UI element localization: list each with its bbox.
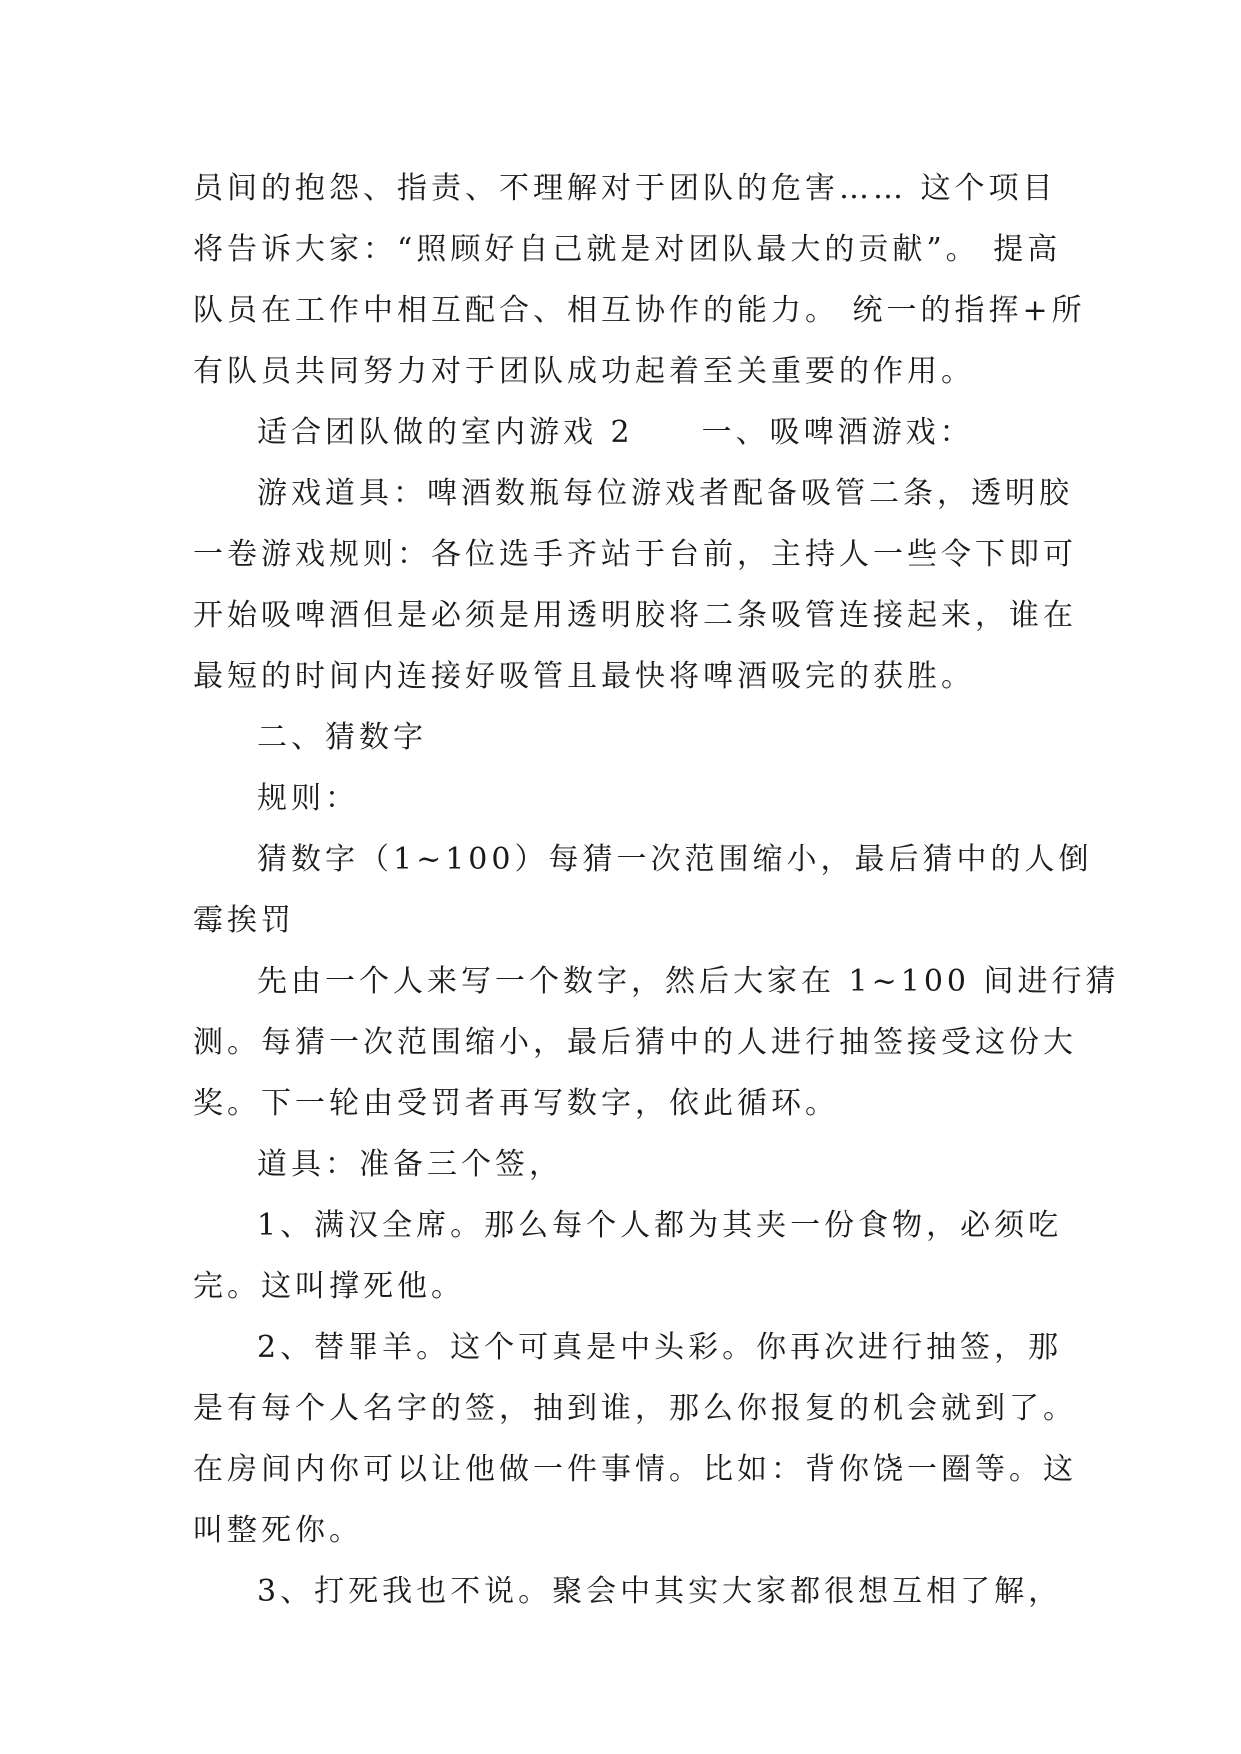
section-heading: 适合团队做的室内游戏 2 一、吸啤酒游戏： (257, 415, 974, 450)
text-line: 叫整死你。 (193, 1513, 363, 1548)
text-line: 完。这叫撑死他。 (193, 1269, 465, 1304)
text-line: 道具：准备三个签， (257, 1147, 563, 1182)
text-line: 测。每猜一次范围缩小，最后猜中的人进行抽签接受这份大 (193, 1025, 1077, 1060)
list-item: 1、满汉全席。那么每个人都为其夹一份食物，必须吃 (257, 1208, 1063, 1243)
text-line: 先由一个人来写一个数字，然后大家在 1~100 间进行猜 (257, 964, 1120, 999)
text-line: 将告诉大家：“照顾好自己就是对团队最大的贡献”。 提高 (193, 232, 1062, 267)
text-line: 在房间内你可以让他做一件事情。比如：背你饶一圈等。这 (193, 1452, 1077, 1487)
text-line: 规则： (257, 781, 359, 816)
text-line: 猜数字（1~100）每猜一次范围缩小，最后猜中的人倒 (257, 842, 1093, 877)
text-line: 员间的抱怨、指责、不理解对于团队的危害…… 这个项目 (193, 171, 1057, 206)
text-line: 游戏道具：啤酒数瓶每位游戏者配备吸管二条，透明胶 (257, 476, 1073, 511)
text-line: 霉挨罚 (193, 903, 295, 938)
text-line: 最短的时间内连接好吸管且最快将啤酒吸完的获胜。 (193, 659, 975, 694)
document-body (193, 158, 1120, 1622)
text-line: 开始吸啤酒但是必须是用透明胶将二条吸管连接起来，谁在 (193, 598, 1077, 633)
text-line: 一卷游戏规则：各位选手齐站于台前，主持人一些令下即可 (193, 537, 1077, 572)
text-line: 有队员共同努力对于团队成功起着至关重要的作用。 (193, 354, 975, 389)
list-item: 2、替罪羊。这个可真是中头彩。你再次进行抽签，那 (257, 1330, 1063, 1365)
text-line: 是有每个人名字的签，抽到谁，那么你报复的机会就到了。 (193, 1391, 1077, 1426)
section-heading: 二、猜数字 (257, 720, 427, 755)
text-line: 队员在工作中相互配合、相互协作的能力。 统一的指挥+所 (193, 293, 1086, 328)
text-line: 奖。下一轮由受罚者再写数字，依此循环。 (193, 1086, 839, 1121)
list-item: 3、打死我也不说。聚会中其实大家都很想互相了解， (257, 1574, 1063, 1609)
